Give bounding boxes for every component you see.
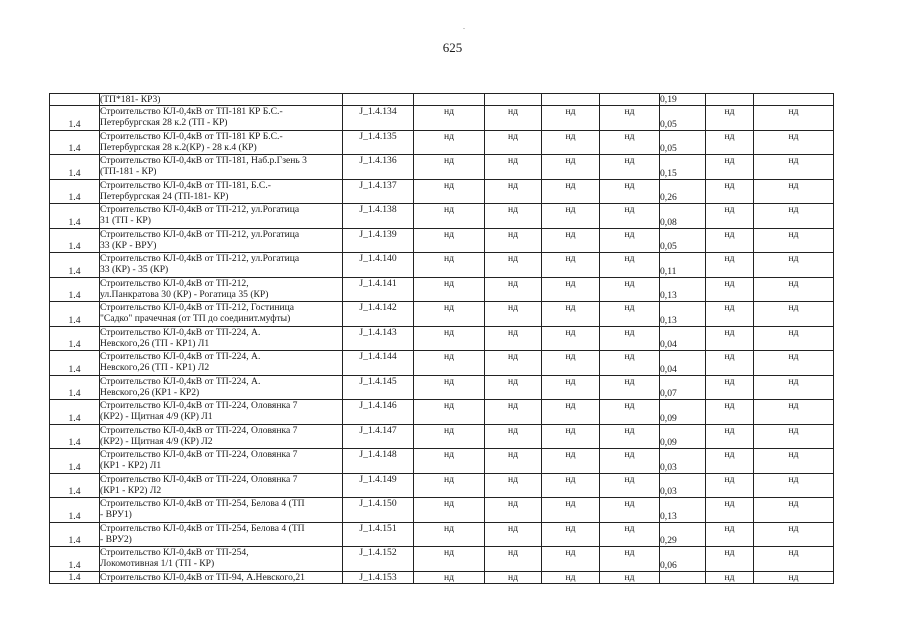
row-index: 1.4 bbox=[50, 155, 100, 180]
nd-cell: нд bbox=[706, 375, 754, 400]
table-row bbox=[50, 547, 834, 572]
description-line-2: (КР1 - КР2) Л1 bbox=[100, 460, 162, 471]
nd-cell: нд bbox=[754, 351, 834, 376]
nd-cell: нд bbox=[542, 498, 600, 523]
nd-cell: нд bbox=[706, 571, 754, 583]
table-row bbox=[50, 106, 834, 131]
row-code: J_1.4.137 bbox=[343, 179, 414, 204]
table-row bbox=[50, 400, 834, 425]
nd-cell: нд bbox=[542, 326, 600, 351]
description-line-2: "Садко" прачечная (от ТП до соединит.муфты) bbox=[100, 313, 291, 324]
row-code: J_1.4.144 bbox=[343, 351, 414, 376]
nd-cell: нд bbox=[414, 130, 485, 155]
nd-cell: нд bbox=[706, 277, 754, 302]
description-line-1: Строительство КЛ-0,4кВ от ТП-224, А. bbox=[100, 375, 261, 387]
nd-cell: нд bbox=[706, 522, 754, 547]
description-line-1: Строительство КЛ-0,4кВ от ТП-224, А. bbox=[100, 326, 261, 338]
empty-cell bbox=[414, 94, 485, 106]
row-index: 1.4 bbox=[50, 326, 100, 351]
row-description bbox=[100, 204, 343, 229]
nd-cell: нд bbox=[414, 375, 485, 400]
description-line-2: Петербургская 28 к.2(КР) - 28 к.4 (КР) bbox=[100, 141, 257, 153]
nd-cell: нд bbox=[414, 155, 485, 180]
row-description: Строительство КЛ-0,4кВ от ТП-94, А.Невского,21 bbox=[100, 571, 343, 583]
nd-cell: нд bbox=[542, 547, 600, 572]
row-code: J_1.4.136 bbox=[343, 155, 414, 180]
description-line-1: Строительство КЛ-0,4кВ от ТП-254, bbox=[100, 547, 249, 558]
row-code: J_1.4.152 bbox=[343, 547, 414, 572]
nd-cell: нд bbox=[754, 204, 834, 229]
nd-cell: нд bbox=[706, 302, 754, 327]
nd-cell: нд bbox=[600, 473, 660, 498]
nd-cell: нд bbox=[706, 351, 754, 376]
nd-cell: нд bbox=[754, 302, 834, 327]
nd-cell: нд bbox=[542, 522, 600, 547]
row-description bbox=[100, 473, 343, 498]
row-value: 0,08 bbox=[660, 204, 706, 229]
nd-cell: нд bbox=[542, 204, 600, 229]
nd-cell: нд bbox=[485, 326, 542, 351]
nd-cell: нд bbox=[706, 253, 754, 278]
nd-cell: нд bbox=[706, 473, 754, 498]
description-line-1: Строительство КЛ-0,4кВ от ТП-212, ул.Рогатица bbox=[100, 228, 300, 240]
nd-cell: нд bbox=[485, 473, 542, 498]
description-line-1: Строительство КЛ-0,4кВ от ТП-224, Оловянка 7 bbox=[100, 449, 298, 460]
nd-cell: нд bbox=[414, 351, 485, 376]
row-index bbox=[50, 94, 100, 106]
nd-cell: нд bbox=[754, 547, 834, 572]
table-row bbox=[50, 351, 834, 376]
nd-cell: нд bbox=[414, 302, 485, 327]
nd-cell: нд bbox=[542, 302, 600, 327]
nd-cell: нд bbox=[485, 400, 542, 425]
nd-cell: нд bbox=[754, 424, 834, 449]
description-line-2: Петербургская 28 к.2 (ТП - КР) bbox=[100, 117, 228, 128]
nd-cell: нд bbox=[754, 228, 834, 253]
empty-cell bbox=[754, 94, 834, 106]
description-line-1: Строительство КЛ-0,4кВ от ТП-212, ул.Рогатица bbox=[100, 204, 300, 215]
nd-cell: нд bbox=[706, 204, 754, 229]
nd-cell: нд bbox=[485, 179, 542, 204]
nd-cell: нд bbox=[706, 498, 754, 523]
row-code: J_1.4.135 bbox=[343, 130, 414, 155]
nd-cell: нд bbox=[754, 473, 834, 498]
row-value: 0,15 bbox=[660, 155, 706, 180]
nd-cell: нд bbox=[542, 179, 600, 204]
nd-cell: нд bbox=[600, 179, 660, 204]
nd-cell: нд bbox=[600, 204, 660, 229]
row-code: J_1.4.147 bbox=[343, 424, 414, 449]
row-index: 1.4 bbox=[50, 571, 100, 583]
nd-cell: нд bbox=[542, 106, 600, 131]
row-description bbox=[100, 498, 343, 523]
row-index: 1.4 bbox=[50, 179, 100, 204]
description-line-1: Строительство КЛ-0,4кВ от ТП-224, Оловянка 7 bbox=[100, 424, 298, 436]
description-line-2: - ВРУ2) bbox=[100, 533, 132, 545]
table-row bbox=[50, 424, 834, 449]
row-value: 0,13 bbox=[660, 302, 706, 327]
nd-cell: нд bbox=[754, 400, 834, 425]
row-code: J_1.4.153 bbox=[343, 571, 414, 583]
nd-cell: нд bbox=[414, 204, 485, 229]
row-value: 0,26 bbox=[660, 179, 706, 204]
description-line-2: - ВРУ1) bbox=[100, 509, 132, 520]
nd-cell: нд bbox=[485, 155, 542, 180]
row-description bbox=[100, 547, 343, 572]
nd-cell: нд bbox=[706, 179, 754, 204]
nd-cell: нд bbox=[600, 228, 660, 253]
nd-cell: нд bbox=[485, 253, 542, 278]
row-description bbox=[100, 302, 343, 327]
nd-cell: нд bbox=[414, 106, 485, 131]
row-index: 1.4 bbox=[50, 375, 100, 400]
description-line-1: Строительство КЛ-0,4кВ от ТП-181, Наб.р.Гзень 3 bbox=[100, 155, 307, 166]
nd-cell: нд bbox=[414, 228, 485, 253]
table-row bbox=[50, 277, 834, 302]
description-line-1: Строительство КЛ-0,4кВ от ТП-181 КР Б.С.- bbox=[100, 130, 283, 142]
nd-cell: нд bbox=[600, 130, 660, 155]
row-value: 0,19 bbox=[660, 94, 706, 106]
row-code bbox=[343, 94, 414, 106]
nd-cell: нд bbox=[706, 130, 754, 155]
empty-cell bbox=[706, 94, 754, 106]
row-description bbox=[100, 277, 343, 302]
description-line-2: Локомотивная 1/1 (ТП - КР) bbox=[100, 558, 215, 569]
nd-cell: нд bbox=[485, 547, 542, 572]
description-line-1: Строительство КЛ-0,4кВ от ТП-254, Белова 4 (ТП bbox=[100, 498, 305, 509]
nd-cell: нд bbox=[414, 522, 485, 547]
nd-cell: нд bbox=[600, 106, 660, 131]
table-row bbox=[50, 449, 834, 474]
nd-cell: нд bbox=[754, 106, 834, 131]
description-line-2: (КР2) - Щитная 4/9 (КР) Л2 bbox=[100, 435, 213, 447]
nd-cell: нд bbox=[485, 130, 542, 155]
nd-cell: нд bbox=[485, 228, 542, 253]
row-description: (ТП*181- КР3) bbox=[100, 94, 343, 106]
row-description bbox=[100, 351, 343, 376]
table-row bbox=[50, 302, 834, 327]
row-description bbox=[100, 130, 343, 155]
nd-cell: нд bbox=[485, 204, 542, 229]
description-line-2: 33 (КР - ВРУ) bbox=[100, 239, 157, 251]
nd-cell: нд bbox=[414, 253, 485, 278]
table-row bbox=[50, 326, 834, 351]
nd-cell: нд bbox=[542, 473, 600, 498]
description-line-1: Строительство КЛ-0,4кВ от ТП-224, А. bbox=[100, 351, 261, 362]
nd-cell: нд bbox=[485, 277, 542, 302]
nd-cell: нд bbox=[485, 449, 542, 474]
empty-cell bbox=[542, 94, 600, 106]
row-value: 0,05 bbox=[660, 106, 706, 131]
description-line-2: (КР1 - КР2) Л2 bbox=[100, 484, 162, 496]
description-line-1: Строительство КЛ-0,4кВ от ТП-181, Б.С.- bbox=[100, 179, 271, 191]
empty-cell bbox=[485, 94, 542, 106]
nd-cell: нд bbox=[754, 326, 834, 351]
table-row bbox=[50, 473, 834, 498]
description-line-2: (ТП-181 - КР) bbox=[100, 166, 157, 177]
table-row bbox=[50, 253, 834, 278]
description-line-2: Петербургская 24 (ТП-181- КР) bbox=[100, 190, 229, 202]
row-code: J_1.4.134 bbox=[343, 106, 414, 131]
nd-cell: нд bbox=[414, 571, 485, 583]
row-index: 1.4 bbox=[50, 547, 100, 572]
row-index: 1.4 bbox=[50, 351, 100, 376]
nd-cell: нд bbox=[542, 253, 600, 278]
row-value: 0,09 bbox=[660, 424, 706, 449]
row-description bbox=[100, 400, 343, 425]
row-description bbox=[100, 424, 343, 449]
nd-cell: нд bbox=[485, 498, 542, 523]
table-row bbox=[50, 498, 834, 523]
nd-cell: нд bbox=[542, 375, 600, 400]
row-code: J_1.4.149 bbox=[343, 473, 414, 498]
nd-cell: нд bbox=[754, 498, 834, 523]
nd-cell: нд bbox=[542, 571, 600, 583]
nd-cell: нд bbox=[414, 277, 485, 302]
nd-cell: нд bbox=[600, 277, 660, 302]
nd-cell: нд bbox=[600, 547, 660, 572]
description-line-1: Строительство КЛ-0,4кВ от ТП-212, bbox=[100, 277, 249, 289]
nd-cell: нд bbox=[485, 522, 542, 547]
nd-cell: нд bbox=[706, 400, 754, 425]
nd-cell: нд bbox=[485, 351, 542, 376]
nd-cell: нд bbox=[754, 277, 834, 302]
description-line-1: Строительство КЛ-0,4кВ от ТП-224, Оловянка 7 bbox=[100, 473, 298, 485]
description-line-2: ул.Панкратова 30 (КР) - Рогатица 35 (КР) bbox=[100, 288, 269, 300]
description-line-2: 33 (КР) - 35 (КР) bbox=[100, 264, 169, 275]
row-code: J_1.4.150 bbox=[343, 498, 414, 523]
nd-cell: нд bbox=[754, 375, 834, 400]
row-index: 1.4 bbox=[50, 449, 100, 474]
row-value: 0,11 bbox=[660, 253, 706, 278]
nd-cell: нд bbox=[754, 130, 834, 155]
row-description bbox=[100, 155, 343, 180]
row-description bbox=[100, 522, 343, 547]
nd-cell: нд bbox=[706, 228, 754, 253]
row-index: 1.4 bbox=[50, 130, 100, 155]
nd-cell: нд bbox=[414, 473, 485, 498]
nd-cell: нд bbox=[600, 498, 660, 523]
row-index: 1.4 bbox=[50, 473, 100, 498]
nd-cell: нд bbox=[754, 155, 834, 180]
nd-cell: нд bbox=[414, 449, 485, 474]
row-index: 1.4 bbox=[50, 424, 100, 449]
row-index: 1.4 bbox=[50, 204, 100, 229]
row-code: J_1.4.146 bbox=[343, 400, 414, 425]
row-value: 0,05 bbox=[660, 130, 706, 155]
table-row bbox=[50, 522, 834, 547]
row-description bbox=[100, 179, 343, 204]
nd-cell: нд bbox=[414, 424, 485, 449]
row-index: 1.4 bbox=[50, 106, 100, 131]
page-number: 625 bbox=[442, 40, 463, 55]
nd-cell: нд bbox=[542, 449, 600, 474]
row-value: 0,05 bbox=[660, 228, 706, 253]
nd-cell: нд bbox=[600, 375, 660, 400]
nd-cell: нд bbox=[542, 228, 600, 253]
table-body bbox=[50, 94, 834, 584]
row-index: 1.4 bbox=[50, 253, 100, 278]
table-row bbox=[50, 204, 834, 229]
row-index: 1.4 bbox=[50, 400, 100, 425]
row-value: 0,09 bbox=[660, 400, 706, 425]
nd-cell: нд bbox=[600, 522, 660, 547]
table-row bbox=[50, 130, 834, 155]
row-code: J_1.4.140 bbox=[343, 253, 414, 278]
description-line-2: 31 (ТП - КР) bbox=[100, 215, 151, 226]
nd-cell: нд bbox=[414, 179, 485, 204]
row-description bbox=[100, 228, 343, 253]
table-row bbox=[50, 155, 834, 180]
nd-cell: нд bbox=[542, 424, 600, 449]
row-description bbox=[100, 253, 343, 278]
nd-cell: нд bbox=[600, 424, 660, 449]
nd-cell: нд bbox=[754, 571, 834, 583]
row-code: J_1.4.148 bbox=[343, 449, 414, 474]
table-row bbox=[50, 228, 834, 253]
nd-cell: нд bbox=[706, 155, 754, 180]
nd-cell: нд bbox=[542, 130, 600, 155]
nd-cell: нд bbox=[706, 326, 754, 351]
nd-cell: нд bbox=[600, 449, 660, 474]
empty-cell bbox=[600, 94, 660, 106]
nd-cell: нд bbox=[542, 400, 600, 425]
nd-cell: нд bbox=[706, 547, 754, 572]
row-description bbox=[100, 375, 343, 400]
row-index: 1.4 bbox=[50, 522, 100, 547]
table-row bbox=[50, 94, 834, 106]
nd-cell: нд bbox=[600, 351, 660, 376]
description-line-2: Невского,26 (ТП - КР1) Л2 bbox=[100, 362, 210, 373]
nd-cell: нд bbox=[600, 253, 660, 278]
description-line-1: Строительство КЛ-0,4кВ от ТП-254, Белова 4 (ТП bbox=[100, 522, 305, 534]
nd-cell: нд bbox=[485, 424, 542, 449]
row-code: J_1.4.138 bbox=[343, 204, 414, 229]
row-index: 1.4 bbox=[50, 302, 100, 327]
nd-cell: нд bbox=[754, 253, 834, 278]
nd-cell: нд bbox=[600, 400, 660, 425]
nd-cell: нд bbox=[414, 326, 485, 351]
nd-cell: нд bbox=[600, 302, 660, 327]
row-index: 1.4 bbox=[50, 228, 100, 253]
row-value: 0,03 bbox=[660, 473, 706, 498]
scan-mark: . bbox=[463, 22, 465, 31]
nd-cell: нд bbox=[485, 375, 542, 400]
nd-cell: нд bbox=[706, 106, 754, 131]
row-index: 1.4 bbox=[50, 277, 100, 302]
table-row bbox=[50, 571, 834, 583]
nd-cell: нд bbox=[706, 449, 754, 474]
row-value: 0,13 bbox=[660, 277, 706, 302]
description-line-1: Строительство КЛ-0,4кВ от ТП-212, Гостиница bbox=[100, 302, 295, 313]
nd-cell: нд bbox=[485, 106, 542, 131]
nd-cell: нд bbox=[754, 179, 834, 204]
row-code: J_1.4.139 bbox=[343, 228, 414, 253]
row-value: 0,29 bbox=[660, 522, 706, 547]
description-line-2: Невского,26 (ТП - КР1) Л1 bbox=[100, 337, 210, 349]
row-code: J_1.4.141 bbox=[343, 277, 414, 302]
nd-cell: нд bbox=[485, 302, 542, 327]
nd-cell: нд bbox=[485, 571, 542, 583]
row-description bbox=[100, 326, 343, 351]
row-description bbox=[100, 106, 343, 131]
row-description bbox=[100, 449, 343, 474]
nd-cell: нд bbox=[754, 522, 834, 547]
nd-cell: нд bbox=[414, 547, 485, 572]
description-line-1: Строительство КЛ-0,4кВ от ТП-224, Оловянка 7 bbox=[100, 400, 298, 411]
row-value: 0,07 bbox=[660, 375, 706, 400]
table-row bbox=[50, 375, 834, 400]
nd-cell: нд bbox=[754, 449, 834, 474]
description-line-2: (КР2) - Щитная 4/9 (КР) Л1 bbox=[100, 411, 213, 422]
row-value: 0,13 bbox=[660, 498, 706, 523]
row-code: J_1.4.151 bbox=[343, 522, 414, 547]
description-line-2: Невского,26 (КР1 - КР2) bbox=[100, 386, 200, 398]
nd-cell: нд bbox=[706, 424, 754, 449]
description-line-1: Строительство КЛ-0,4кВ от ТП-212, ул.Рогатица bbox=[100, 253, 300, 264]
row-value bbox=[660, 571, 706, 583]
nd-cell: нд bbox=[600, 155, 660, 180]
nd-cell: нд bbox=[414, 498, 485, 523]
row-index: 1.4 bbox=[50, 498, 100, 523]
description-line-1: Строительство КЛ-0,4кВ от ТП-181 КР Б.С.- bbox=[100, 106, 283, 117]
investment-table bbox=[49, 93, 834, 584]
nd-cell: нд bbox=[542, 155, 600, 180]
nd-cell: нд bbox=[542, 277, 600, 302]
row-value: 0,04 bbox=[660, 326, 706, 351]
table-row bbox=[50, 179, 834, 204]
nd-cell: нд bbox=[542, 351, 600, 376]
row-code: J_1.4.145 bbox=[343, 375, 414, 400]
row-value: 0,03 bbox=[660, 449, 706, 474]
nd-cell: нд bbox=[414, 400, 485, 425]
row-value: 0,04 bbox=[660, 351, 706, 376]
nd-cell: нд bbox=[600, 326, 660, 351]
nd-cell: нд bbox=[600, 571, 660, 583]
row-code: J_1.4.143 bbox=[343, 326, 414, 351]
row-code: J_1.4.142 bbox=[343, 302, 414, 327]
row-value: 0,06 bbox=[660, 547, 706, 572]
